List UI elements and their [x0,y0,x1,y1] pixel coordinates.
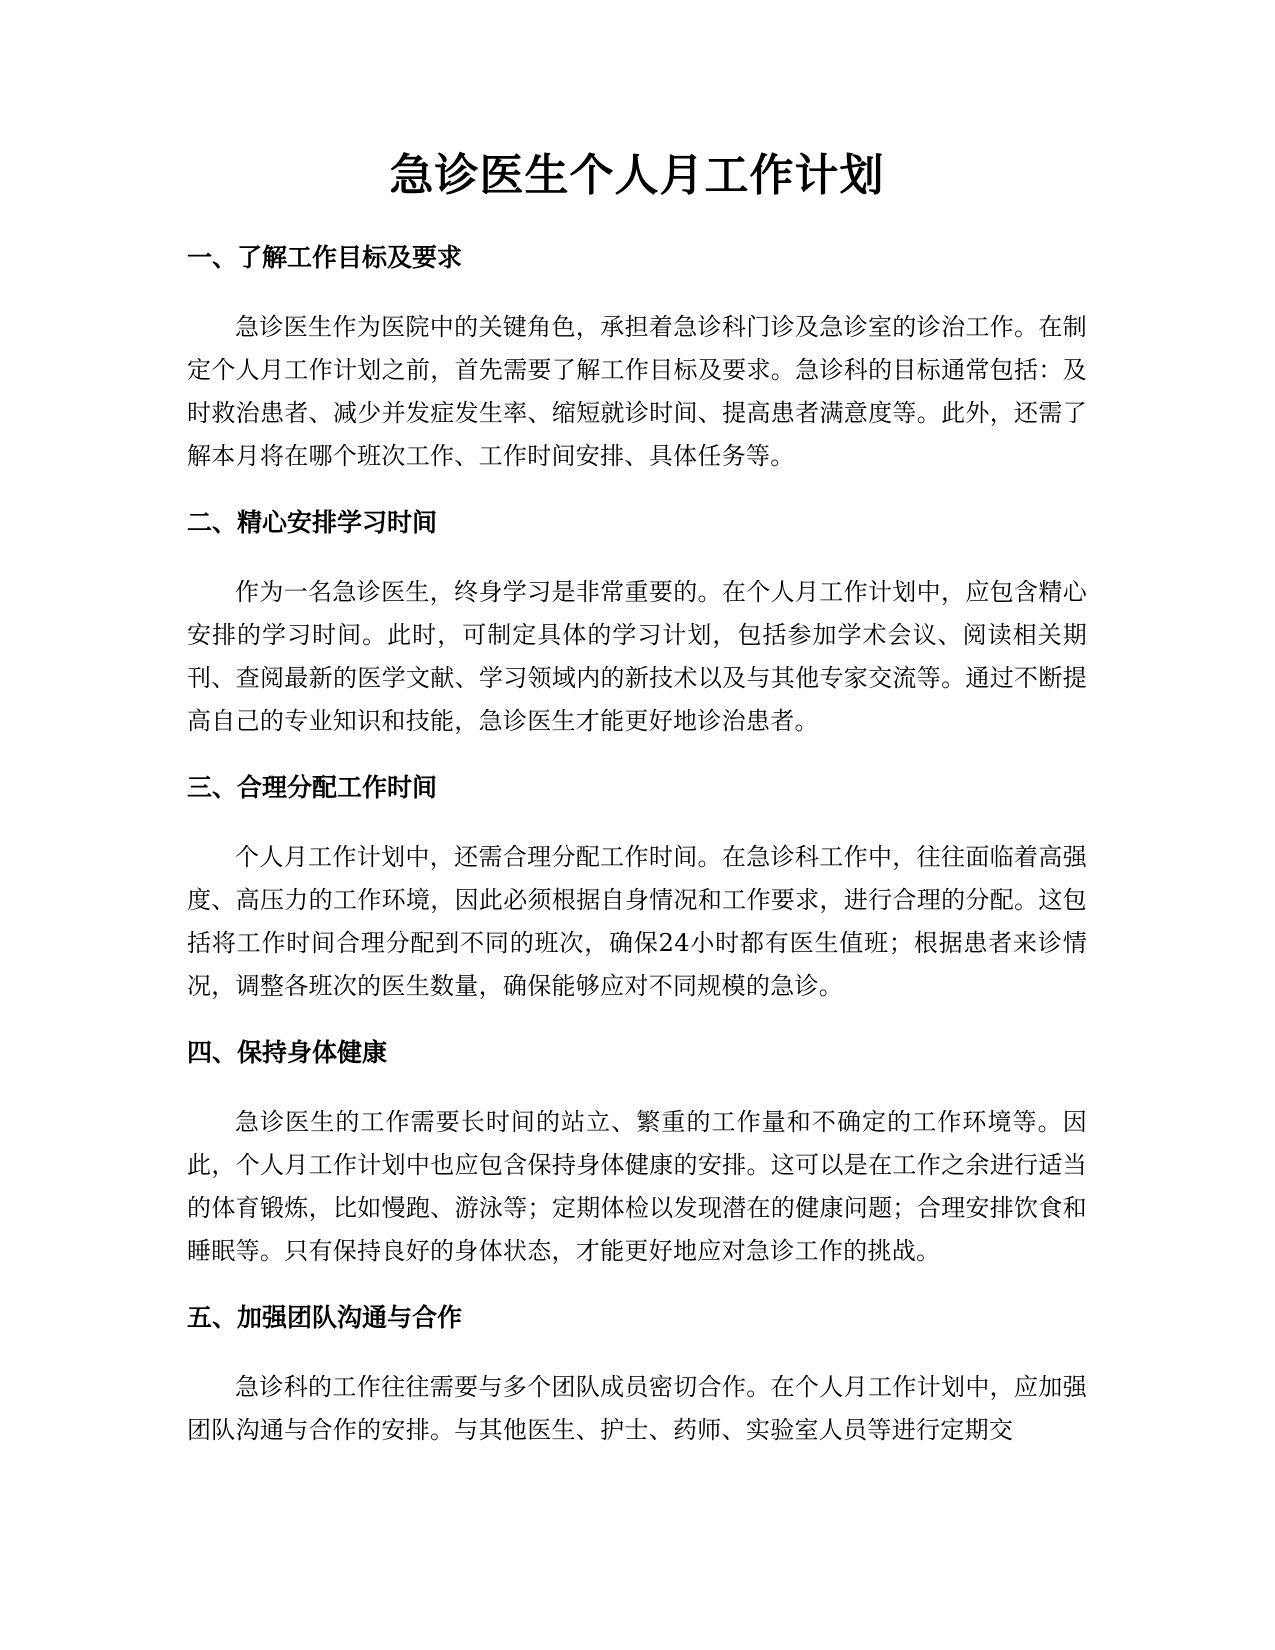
section-heading: 三、合理分配工作时间 [187,772,438,802]
section-5 [187,1303,1087,1452]
document-page [187,130,1087,1452]
section-2 [187,508,1087,743]
section-paragraph: 急诊医生的工作需要长时间的站立、繁重的工作量和不确定的工作环境等。因此，个人月工作计划中也应包含保持身体健康的安排。这可以是在工作之余进行适当的体育锻炼，比如慢跑、游泳等；定期体检以发现潜在的健康问题；合理安排饮食和睡眠等。只有保持良好的身体状态，才能更好地应对急诊工作的挑战。 [187,1107,1087,1265]
section-heading: 五、加强团队沟通与合作 [187,1302,463,1332]
section-1 [187,243,1087,478]
document-title: 急诊医生个人月工作计划 [389,150,885,201]
section-paragraph: 作为一名急诊医生，终身学习是非常重要的。在个人月工作计划中，应包含精心安排的学习时间。此时，可制定具体的学习计划，包括参加学术会议、阅读相关期刊、查阅最新的医学文献、学习领域内的新技术以及与其他专家交流等。通过不断提高自己的专业知识和技能，急诊医生才能更好地诊治患者。 [187,577,1087,735]
section-paragraph: 急诊医生作为医院中的关键角色，承担着急诊科门诊及急诊室的诊治工作。在制定个人月工作计划之前，首先需要了解工作目标及要求。急诊科的目标通常包括：及时救治患者、减少并发症发生率、缩短就诊时间、提高患者满意度等。此外，还需了解本月将在哪个班次工作、工作时间安排、具体任务等。 [187,312,1087,470]
section-3 [187,773,1087,1008]
section-paragraph: 个人月工作计划中，还需合理分配工作时间。在急诊科工作中，往往面临着高强度、高压力的工作环境，因此必须根据自身情况和工作要求，进行合理的分配。这包括将工作时间合理分配到不同的班次，确保24小时都有医生值班；根据患者来诊情况，调整各班次的医生数量，确保能够应对不同规模的急诊。 [187,842,1087,1000]
section-heading: 一、了解工作目标及要求 [187,242,463,272]
section-heading: 二、精心安排学习时间 [187,507,438,537]
section-4 [187,1038,1087,1273]
section-heading: 四、保持身体健康 [187,1037,388,1067]
section-paragraph: 急诊科的工作往往需要与多个团队成员密切合作。在个人月工作计划中，应加强团队沟通与合作的安排。与其他医生、护士、药师、实验室人员等进行定期交 [187,1372,1087,1444]
